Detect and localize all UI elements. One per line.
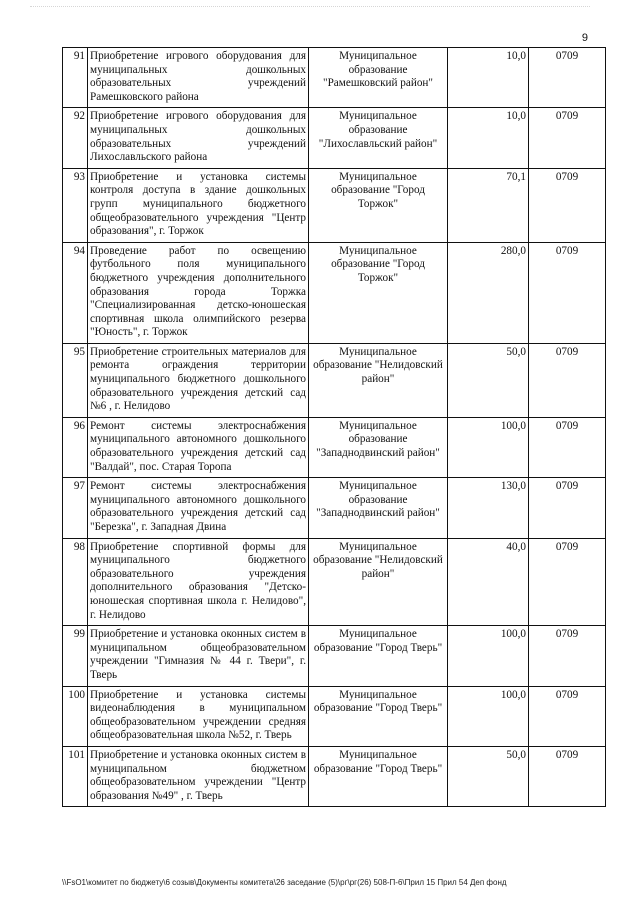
table-row — [63, 48, 606, 108]
row-amount: 50,0 — [448, 343, 529, 417]
row-amount: 70,1 — [448, 168, 529, 242]
allocation-table — [62, 47, 606, 807]
row-recipient: Муниципальное образование "Лихославльский район" — [309, 108, 448, 168]
row-description: Проведение работ по освещению футбольного поля муниципального бюджетного учреждения дополнительного образования города Торжка "Специализированная детско-юношеская спортивная школа олимпийского резерва "Юность", г. Торжок — [88, 242, 309, 343]
row-budget-code: 0709 — [529, 746, 606, 806]
row-budget-code: 0709 — [529, 417, 606, 477]
row-recipient: Муниципальное образование "Нелидовский район" — [309, 538, 448, 626]
row-recipient: Муниципальное образование "Рамешковский район" — [309, 48, 448, 108]
row-amount: 280,0 — [448, 242, 529, 343]
table-row — [63, 343, 606, 417]
row-description: Приобретение и установка системы видеонаблюдения в муниципальном общеобразовательном учреждении средняя общеобразовательная школа №52, г. Тверь — [88, 686, 309, 746]
row-description: Ремонт системы электроснабжения муниципального автономного дошкольного образовательного учреждения детский сад "Березка", г. Западная Двина — [88, 478, 309, 538]
row-amount: 10,0 — [448, 48, 529, 108]
row-recipient: Муниципальное образование "Нелидовский район" — [309, 343, 448, 417]
row-budget-code: 0709 — [529, 538, 606, 626]
file-path-footer: \\FsO1\комитет по бюджету\6 созыв\Документы комитета\26 заседание (5)\рг\рг(26) 508-П-6\Прил 15 Прил 54 Деп фонд — [62, 878, 507, 887]
row-amount: 130,0 — [448, 478, 529, 538]
row-description: Приобретение и установка оконных систем в муниципальном общеобразовательном учреждении "Гимназия № 44 г. Твери", г. Тверь — [88, 626, 309, 686]
row-description: Приобретение и установка системы контроля доступа в здание дошкольных групп муниципального бюджетного общеобразовательного учреждения "Центр образования", г. Торжок — [88, 168, 309, 242]
table-row — [63, 478, 606, 538]
row-amount: 50,0 — [448, 746, 529, 806]
row-number: 92 — [63, 108, 88, 168]
row-number: 99 — [63, 626, 88, 686]
row-number: 95 — [63, 343, 88, 417]
row-amount: 40,0 — [448, 538, 529, 626]
row-budget-code: 0709 — [529, 343, 606, 417]
table-row — [63, 686, 606, 746]
row-number: 93 — [63, 168, 88, 242]
row-amount: 100,0 — [448, 417, 529, 477]
row-recipient: Муниципальное образование "Город Торжок" — [309, 168, 448, 242]
row-number: 101 — [63, 746, 88, 806]
row-budget-code: 0709 — [529, 48, 606, 108]
table-row — [63, 168, 606, 242]
row-number: 94 — [63, 242, 88, 343]
table-row — [63, 108, 606, 168]
row-budget-code: 0709 — [529, 242, 606, 343]
row-budget-code: 0709 — [529, 168, 606, 242]
row-recipient: Муниципальное образование "Западнодвинский район" — [309, 417, 448, 477]
row-recipient: Муниципальное образование "Город Тверь" — [309, 686, 448, 746]
row-recipient: Муниципальное образование "Город Тверь" — [309, 626, 448, 686]
row-number: 100 — [63, 686, 88, 746]
row-description: Приобретение спортивной формы для муниципального бюджетного образовательного учреждения дополнительного образования "Детско-юношеская спортивная школа г. Нелидово", г. Нелидово — [88, 538, 309, 626]
table-row — [63, 242, 606, 343]
row-amount: 10,0 — [448, 108, 529, 168]
row-number: 97 — [63, 478, 88, 538]
table-row — [63, 417, 606, 477]
table-row — [63, 626, 606, 686]
row-number: 96 — [63, 417, 88, 477]
row-budget-code: 0709 — [529, 686, 606, 746]
row-budget-code: 0709 — [529, 108, 606, 168]
table-row — [63, 746, 606, 806]
table-row — [63, 538, 606, 626]
row-recipient: Муниципальное образование "Западнодвинский район" — [309, 478, 448, 538]
page-number: 9 — [581, 32, 588, 44]
row-description: Приобретение игрового оборудования для муниципальных дошкольных образовательных учреждений Лихославльского района — [88, 108, 309, 168]
row-description: Ремонт системы электроснабжения муниципального автономного дошкольного образовательного учреждения детский сад "Валдай", пос. Старая Торопа — [88, 417, 309, 477]
scan-artifact — [30, 6, 590, 11]
row-recipient: Муниципальное образование "Город Торжок" — [309, 242, 448, 343]
row-description: Приобретение игрового оборудования для муниципальных дошкольных образовательных учреждений Рамешковского района — [88, 48, 309, 108]
row-amount: 100,0 — [448, 686, 529, 746]
row-description: Приобретение строительных материалов для ремонта ограждения территории муниципального бюджетного дошкольного образовательного учреждения детский сад №6 , г. Нелидово — [88, 343, 309, 417]
row-amount: 100,0 — [448, 626, 529, 686]
row-number: 98 — [63, 538, 88, 626]
row-number: 91 — [63, 48, 88, 108]
row-budget-code: 0709 — [529, 478, 606, 538]
row-budget-code: 0709 — [529, 626, 606, 686]
row-recipient: Муниципальное образование "Город Тверь" — [309, 746, 448, 806]
row-description: Приобретение и установка оконных систем в муниципальном бюджетном общеобразовательном учреждении "Центр образования №49" , г. Тверь — [88, 746, 309, 806]
